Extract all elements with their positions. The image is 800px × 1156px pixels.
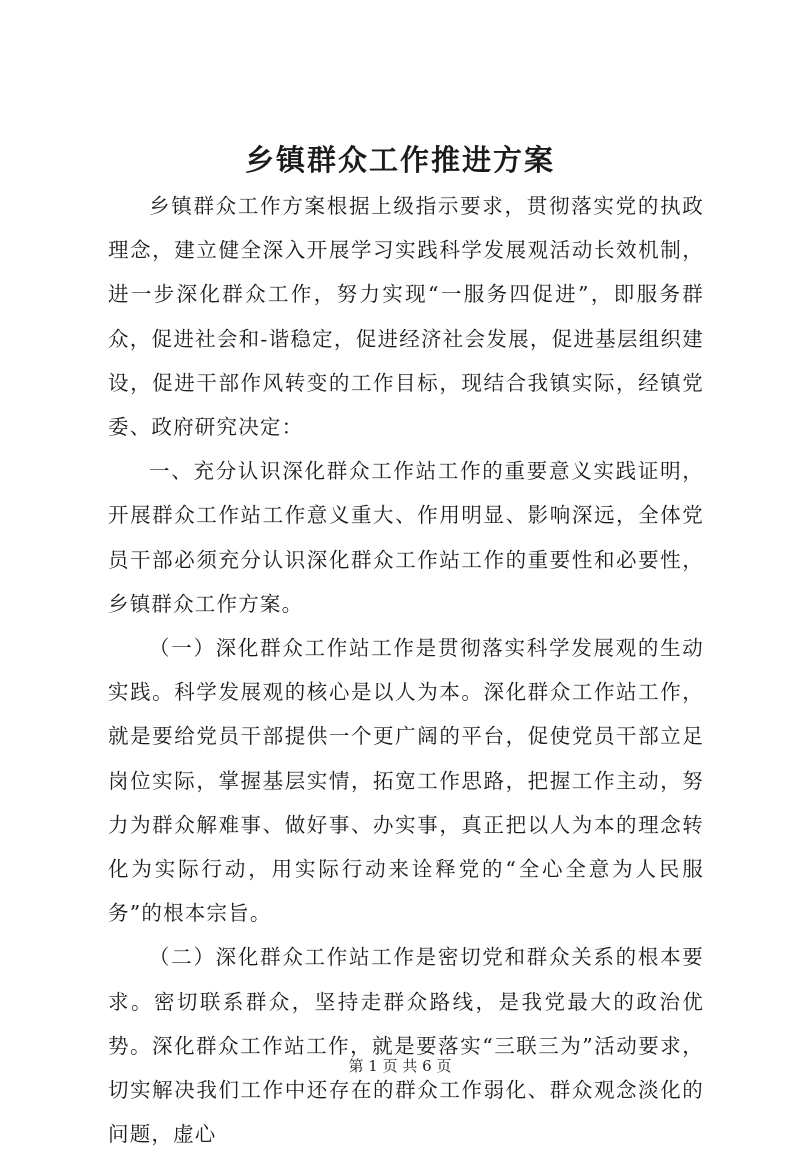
paragraph-subsection-2: （二）深化群众工作站工作是密切党和群众关系的根本要求。密切联系群众，坚持走群众路线，是我党最大的政治优势。深化群众工作站工作，就是要落实“三联三为”活动要求，切实解决我们工作中还存在的群众工作弱化、群众观念淡化的问题，虚心	[108, 945, 704, 1147]
document-title: 乡镇群众工作推进方案	[244, 143, 555, 177]
paragraph-section-1: 一、充分认识深化群众工作站工作的重要意义实践证明，开展群众工作站工作意义重大、作用明显、影响深远，全体党员干部必须充分认识深化群众工作站工作的重要性和必要性，乡镇群众工作方案。	[108, 459, 704, 616]
page-footer: 第 1 页 共 6 页	[348, 1057, 452, 1075]
paragraph-subsection-1: （一）深化群众工作站工作是贯彻落实科学发展观的生动实践。科学发展观的核心是以人为本。深化群众工作站工作，就是要给党员干部提供一个更广阔的平台，促使党员干部立足岗位实际，掌握基层实情，拓宽工作思路，把握工作主动，努力为群众解难事、做好事、办实事，真正把以人为本的理念转化为实际行动，用实际行动来诠释党的“全心全意为人民服务”的根本宗旨。	[108, 636, 704, 926]
document-body	[108, 184, 704, 1156]
paragraph-intro: 乡镇群众工作方案根据上级指示要求，贯彻落实党的执政理念，建立健全深入开展学习实践科学发展观活动长效机制，进一步深化群众工作，努力实现“一服务四促进”，即服务群众，促进社会和-谐稳定，促进经济社会发展，促进基层组织建设，促进干部作风转变的工作目标，现结合我镇实际，经镇党委、政府研究决定：	[108, 194, 704, 440]
